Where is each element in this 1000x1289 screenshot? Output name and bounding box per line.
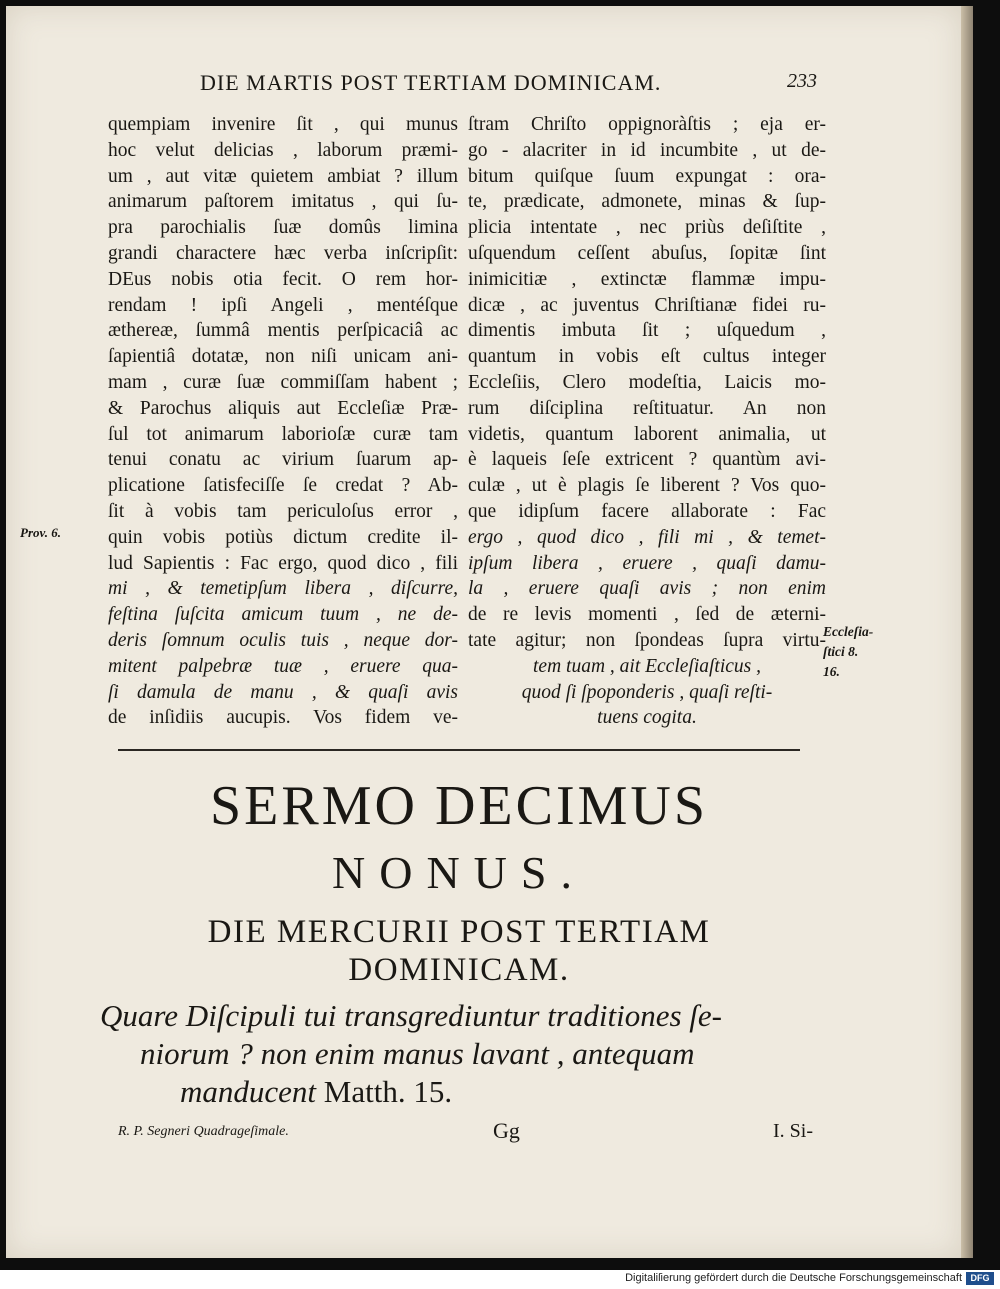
text-line: bitum quiſque ſuum expungat : ora-: [468, 165, 826, 187]
day-heading: DIE MERCURII POST TERTIAM: [207, 914, 711, 950]
text-line: de re levis momenti , ſed de æterni-: [468, 604, 826, 626]
text-line: inimicitiæ , extinctæ flammæ impu-: [468, 268, 826, 290]
bible-reference: Matth. 15.: [323, 1074, 453, 1109]
text-line: tate agitur; non ſpondeas ſupra virtu-: [468, 629, 826, 651]
text-line: ſtram Chriſto oppignoràſtis ; eja er-: [468, 114, 826, 135]
page-edge: [961, 6, 973, 1258]
text-line: rendam ! ipſi Angeli , mentéſque: [108, 294, 458, 316]
text-line: ſit à vobis tam periculoſus error ,: [108, 500, 458, 522]
text-line: feſtina ſuſcita amicum tuum , ne de-: [108, 604, 458, 626]
epigraph-text: manducent: [180, 1074, 317, 1109]
text-line: mitent palpebræ tuæ , eruere qua-: [108, 655, 458, 677]
section-divider: [118, 749, 800, 751]
right-column: [468, 112, 826, 731]
text-line: tuens cogita.: [597, 707, 697, 729]
dfg-logo[interactable]: DFG: [966, 1272, 994, 1285]
text-line: æthereæ, ſummâ mentis perſpicaciâ ac: [108, 320, 458, 342]
text-line: ſi damula de manu , & quaſi avis: [108, 681, 458, 703]
text-line: dimentis imbuta ſit ; uſquedum ,: [468, 320, 826, 342]
text-line: la , eruere quaſi avis ; non enim: [468, 578, 826, 600]
margin-note-line: 16.: [823, 664, 840, 679]
text-line: dicæ , ac juventus Chriſtianæ fidei ru-: [468, 294, 826, 316]
text-line: quin vobis potiùs dictum credite il-: [108, 526, 458, 548]
text-line: quempiam invenire ſit , qui munus: [108, 114, 458, 135]
text-line: te, prædicate, admonete, minas & ſup-: [468, 191, 826, 213]
text-line: grandi charactere hæc verba inſcripſit:: [108, 242, 458, 264]
sermon-subtitle: NONUS.: [332, 847, 586, 898]
margin-note-line: ſtici 8.: [823, 644, 859, 659]
page-number: 233: [787, 70, 817, 92]
text-line: quod ſi ſpoponderis , quaſi reſti-: [521, 681, 773, 703]
text-line: hoc velut delicias , laborum præmi-: [108, 139, 458, 161]
text-line: plicia intentate , nec priùs deſiſtite ,: [468, 217, 826, 239]
text-line: è laqueis ſeſe extricent ? quantùm avi-: [468, 449, 826, 471]
text-line: DEus nobis otia fecit. O rem hor-: [108, 268, 458, 290]
text-line: animarum paſtorem imitatus , qui ſu-: [108, 191, 458, 213]
text-line: deris ſomnum oculis tuis , neque dor-: [108, 629, 458, 651]
sermon-title: SERMO DECIMUS: [210, 775, 708, 837]
text-line: plicatione ſatisfeciſſe ſe credat ? Ab-: [108, 475, 458, 497]
text-line: pra parochialis ſuæ domûs limina: [108, 217, 458, 239]
signature-mark: Gg: [493, 1118, 520, 1143]
epigraph-line: Quare Diſcipuli tui transgrediuntur traditiones ſe-: [100, 998, 722, 1033]
margin-note-line: Eccleſia-: [823, 624, 874, 639]
text-line: tem tuam , ait Eccleſiaſticus ,: [533, 655, 761, 677]
margin-note-right: [823, 622, 873, 682]
text-line: rum diſciplina reſtituatur. An non: [468, 397, 826, 419]
text-line: & Parochus aliquis aut Eccleſiæ Præ-: [108, 397, 458, 419]
epigraph-line-final: [100, 1073, 800, 1111]
left-column: [108, 112, 458, 731]
digitization-notice[interactable]: Digitaliſierung gefördert durch die Deutsche Forschungsgemeinschaft: [625, 1272, 962, 1284]
catchword: I. Si-: [773, 1120, 813, 1142]
text-line: ipſum libera , eruere , quaſi damu-: [468, 552, 826, 574]
text-line: culæ , ut è plagis ſe liberent ? Vos quo-: [468, 475, 826, 497]
text-line: mam , curæ ſuæ commiſſam habent ;: [108, 371, 458, 393]
text-line: ſul tot animarum laborioſæ curæ tam: [108, 423, 458, 445]
day-heading-continued: DOMINICAM.: [348, 952, 570, 988]
margin-note-left: Prov. 6.: [20, 525, 62, 540]
running-head: DIE MARTIS POST TERTIAM DOMINICAM.: [200, 70, 662, 95]
text-line: videtis, quantum laborent animalia, ut: [468, 423, 826, 445]
text-line: mi , & temetipſum libera , diſcurre,: [108, 578, 458, 600]
text-line: tenui conatu ac virium ſuarum ap-: [108, 449, 458, 471]
text-line: ſapientiâ dotatæ, non niſi unicam ani-: [108, 346, 458, 368]
text-line: de inſidiis aucupis. Vos fidem ve-: [108, 707, 458, 729]
text-line: go - alacriter in id incumbite , ut de-: [468, 139, 826, 161]
text-line: ergo , quod dico , fili mi , & temet-: [468, 526, 826, 548]
text-line: uſquendum ceſſent abuſus, ſopitæ ſint: [468, 242, 826, 264]
text-line: Eccleſiis, Clero modeſtia, Laicis mo-: [468, 371, 826, 393]
epigraph-line: niorum ? non enim manus lavant , antequam: [140, 1036, 695, 1071]
text-line: um , aut vitæ quietem ambiat ? illum: [108, 165, 458, 187]
text-line: que idipſum facere allaborate : Fac: [468, 500, 826, 522]
epigraph: [100, 997, 800, 1111]
text-line: lud Sapientis : Fac ergo, quod dico , fili: [108, 552, 458, 574]
text-line: quantum in vobis eſt cultus integer: [468, 346, 826, 368]
footer-author: R. P. Segneri Quadrageſimale.: [118, 1124, 289, 1139]
